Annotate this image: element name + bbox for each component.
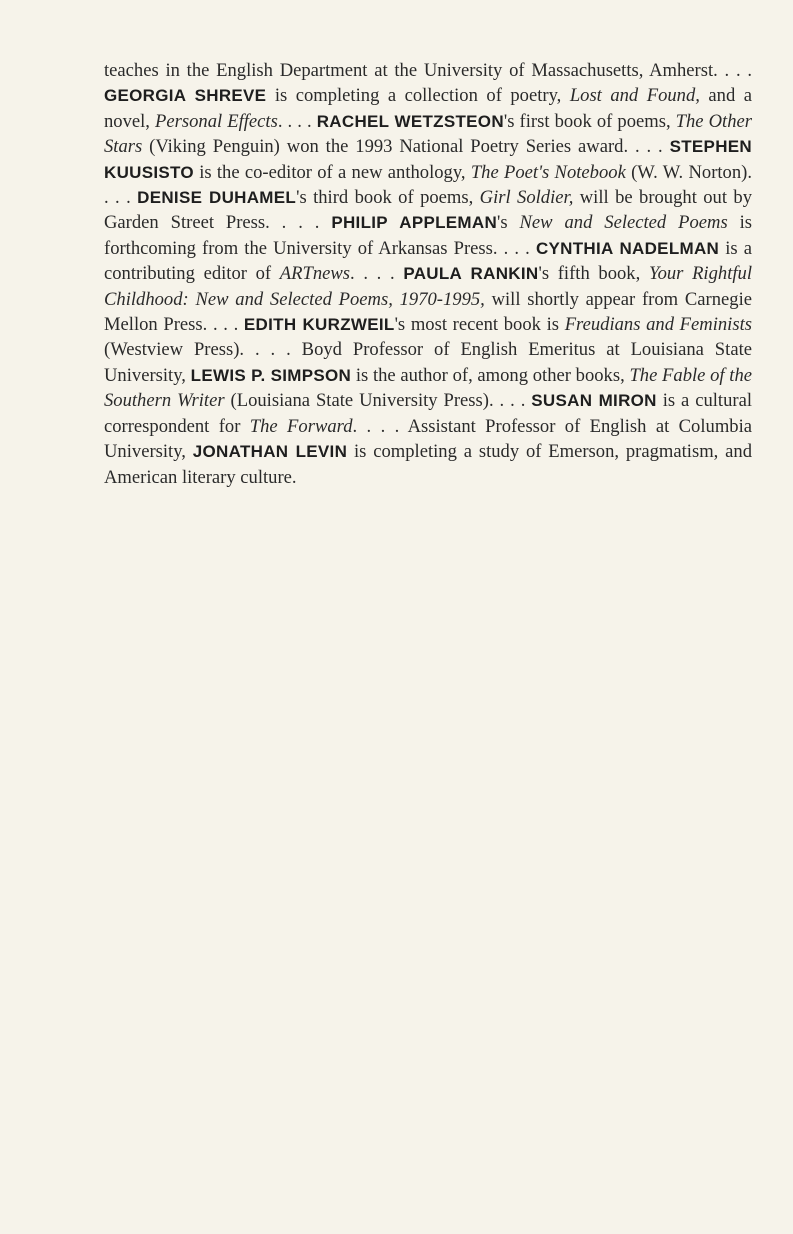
- contributor-name: SUSAN MIRON: [531, 391, 657, 411]
- entry-text: . . . .: [277, 110, 317, 132]
- entry-text: will shortly appear from Carnegie Mellon Press. . . .: [104, 288, 752, 336]
- contributor-name: PHILIP APPLEMAN: [331, 213, 498, 233]
- contributors-notes-paragraph: [104, 58, 752, 490]
- book-title: Freudians and Feminists: [564, 314, 752, 336]
- entry-text: . . . . Assistant Professor of English at Columbia University,: [104, 415, 752, 463]
- contributor-name: DENISE DUHAMEL: [137, 188, 297, 208]
- contributor-name: GEORGIA SHREVE: [104, 86, 267, 106]
- contributor-name: RACHEL WETZSTEON: [316, 111, 504, 131]
- book-title: The Fable of the Southern Writer: [104, 364, 752, 412]
- book-title: Your Rightful Childhood: New and Selected Poems, 1970-1995,: [104, 263, 752, 310]
- contributor-name: CYNTHIA NADELMAN: [535, 238, 720, 258]
- book-title: New and Selected Poems: [519, 212, 728, 234]
- book-title: The Other Stars: [104, 110, 753, 158]
- entry-text: teaches in the English Department at the University of Massachusetts, Amherst. . . .: [104, 60, 752, 81]
- contributor-name: LEWIS P. SIMPSON: [190, 365, 352, 385]
- entry-text: 's: [497, 212, 520, 234]
- contributor-name: JONATHAN LEVIN: [192, 442, 348, 462]
- entry-text: is the co-editor of a new anthology,: [193, 161, 471, 183]
- book-title: ARTnews: [279, 263, 351, 285]
- book-title: Personal Effects: [155, 110, 278, 132]
- entry-text: 's most recent book is: [394, 314, 565, 336]
- entry-text: is a contributing editor of: [104, 237, 753, 285]
- entry-text: (Westview Press). . . . Boyd Professor of English Emeritus at Louisiana State University,: [104, 339, 752, 386]
- entry-text: (Viking Penguin) won the 1993 National Poetry Series award. . . .: [142, 136, 670, 158]
- contributor-name: PAULA RANKIN: [403, 264, 539, 284]
- book-title: The Forward: [249, 415, 353, 437]
- contributor-name: EDITH KURZWEIL: [243, 315, 395, 335]
- entry-text: is a cultural correspondent for: [104, 390, 753, 437]
- contributor-name: STEPHEN KUUSISTO: [104, 137, 752, 182]
- book-title: Lost and Found,: [569, 85, 700, 107]
- entry-text: . . . .: [350, 263, 404, 285]
- entry-text: (W. W. Norton). . . .: [104, 161, 752, 209]
- entry-text: and a novel,: [104, 85, 752, 132]
- entry-text: (Louisiana State University Press). . . .: [224, 390, 532, 412]
- entry-text: will be brought out by Garden Street Press. . . .: [104, 187, 753, 234]
- entry-text: 's first book of poems,: [503, 110, 676, 132]
- entry-text: is the author of, among other books,: [351, 364, 630, 386]
- book-title: The Poet's Notebook: [470, 161, 626, 183]
- book-title: Girl Soldier,: [479, 187, 574, 209]
- entry-text: 's third book of poems,: [296, 187, 480, 209]
- entry-text: is forthcoming from the University of Arkansas Press. . . .: [104, 212, 752, 259]
- entry-text: is completing a study of Emerson, pragmatism, and American literary culture.: [104, 441, 752, 488]
- entry-text: is completing a collection of poetry,: [266, 85, 570, 107]
- entry-text: 's fifth book,: [538, 263, 649, 285]
